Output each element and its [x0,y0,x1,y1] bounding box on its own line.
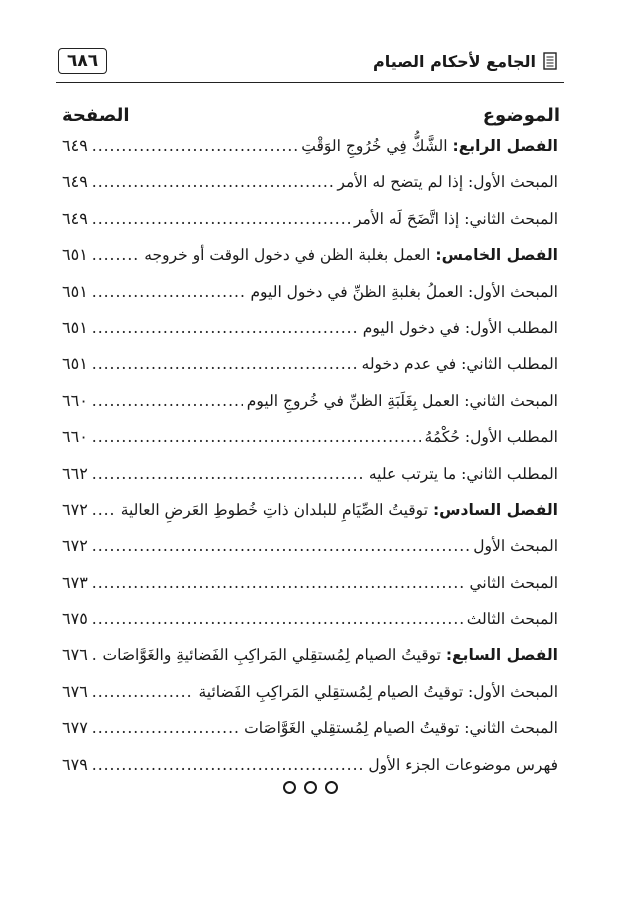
ornament-circle [325,781,338,794]
toc-page-number: ٦٦٠ [62,427,88,447]
toc-entry-text: المبحث الأول: العملُ بغلبةِ الظنِّ في دخول اليوم [250,282,558,301]
toc-entry-text: المبحث الأول [473,537,558,556]
toc-page-number: ٦٧٢ [62,499,88,519]
dot-leader [92,283,247,301]
toc-entry-text: المبحث الثاني: إذا اتَّضَحَ لَه الأمر [353,209,558,228]
toc-page-number: ٦٥١ [62,245,88,265]
dot-leader [92,465,365,483]
toc-entry [62,718,558,754]
toc-page-number: ٦٥١ [62,354,88,374]
toc-page-number: ٦٤٩ [62,208,88,228]
toc-entry-title [425,428,558,446]
toc-entry-text: المبحث الثاني [469,573,558,592]
toc-entry-text: المبحث الثالث [466,610,558,629]
chapter-label: الفصل الرابع: [452,137,558,155]
running-title [373,52,558,71]
toc-entry [62,136,558,172]
dot-leader [92,683,195,701]
toc-entry [62,282,558,318]
toc-entry-text: الشَّكُّ فِي خُرُوجِ الوَقْتِ [301,137,453,155]
toc-entry-title [144,246,558,264]
toc-page-number: ٦٦٢ [62,463,88,483]
dot-leader [92,756,365,774]
toc-entry [62,645,558,681]
toc-entry [62,573,558,609]
toc-page-number: ٦٧٢ [62,536,88,556]
chapter-label: الفصل السابع: [445,646,558,665]
toc-entry-title [362,355,558,373]
toc-entry-title [198,683,558,701]
toc-entry-title [250,283,558,301]
toc-entry [62,427,558,463]
page-column-header: الصفحة [62,104,130,126]
toc-page-number: ٦٧٥ [62,609,88,629]
toc-entry-title [244,719,558,737]
toc-page-number: ٦٥١ [62,281,88,301]
book-icon [542,52,558,70]
toc-page-number: ٦٤٩ [62,172,88,192]
toc-entry-text: المطلب الثاني: ما يترتب عليه [368,464,558,483]
toc-page-number: ٦٧٣ [62,572,88,592]
toc-entry-title [473,537,558,555]
toc-page-number: ٦٦٠ [62,390,88,410]
toc-entry-text: المبحث الأول: توقيتُ الصيام لِمُستقِلي المَراكِبِ الفَضائية [198,682,558,701]
toc-entry-title [301,137,558,155]
toc-page-number: ٦٥١ [62,317,88,337]
toc-entry [62,354,558,390]
toc-entry-title [369,465,558,483]
ornament-circle [283,781,296,794]
column-headers [62,100,560,130]
toc-entry-title [337,173,558,191]
toc-entry-title [121,501,558,519]
toc-entry [62,172,558,208]
toc-entry-text: المبحث الأول: إذا لم يتضح له الأمر [337,173,558,192]
toc-entry-text: توقيتُ الصيام لِمُستقِلي المَراكِبِ الفَضائيةِ والغَوَّاصَات [102,646,446,665]
dot-leader [92,173,334,191]
toc-entry-text: المطلب الأول: في دخول اليوم [362,318,558,337]
dot-leader [92,428,421,446]
toc-page-number: ٦٤٩ [62,136,88,155]
book-title: الجامع لأحكام الصيام [372,51,536,71]
toc-entry [62,536,558,572]
toc-entry-text: المطلب الأول: حُكْمُهُ [424,428,558,447]
toc-page-number: ٦٧٦ [62,681,88,701]
chapter-label: الفصل السادس: [432,500,558,519]
topic-column-header: الموضوع [482,104,560,126]
toc-entry-text: فهرس موضوعات الجزء الأول [368,755,558,774]
end-ornament [0,781,620,794]
dot-leader [92,319,359,337]
toc-entry-title [467,610,558,628]
dot-leader [92,392,243,410]
toc-entry-text: المطلب الثاني: في عدم دخوله [361,355,558,374]
dot-leader [92,610,463,628]
dot-leader [92,210,350,228]
toc-entry-title [103,646,558,664]
dot-leader [92,137,297,155]
toc-entry-title [354,210,558,228]
dot-leader [92,719,240,737]
toc-entry-title [363,319,558,337]
toc-entry [62,500,558,536]
toc-entry [62,318,558,354]
toc-entry [62,682,558,718]
toc-page-number: ٦٧٩ [62,754,88,774]
toc-entry [62,391,558,427]
toc-entry [62,209,558,245]
toc-page-number: ٦٧٦ [62,645,88,665]
page-number: ٦٨٦ [58,48,107,74]
ornament-circle [304,781,317,794]
toc-page-number: ٦٧٧ [62,718,88,738]
page-header [56,40,564,83]
dot-leader [92,246,140,264]
toc-entry-text: المبحث الثاني: توقيتُ الصيام لِمُستقِلي الغَوَّاصَات [244,719,558,738]
toc-entry-title [470,574,558,592]
dot-leader [92,646,99,664]
toc-entry-text: العمل بغلبة الظن في دخول الوقت أو خروجه [144,246,436,265]
chapter-label: الفصل الخامس: [435,246,558,265]
toc-entry-text: المبحث الثاني: العمل بِغَلَبَةِ الظنِّ في خُروجِ اليوم [246,391,558,410]
dot-leader [92,574,466,592]
dot-leader [92,501,117,519]
table-of-contents [62,136,558,791]
toc-entry-title [368,756,558,774]
dot-leader [92,355,358,373]
dot-leader [92,537,470,555]
toc-entry [62,609,558,645]
toc-entry [62,245,558,281]
toc-entry-title [247,392,558,410]
toc-entry [62,464,558,500]
toc-entry-text: توقيتُ الصِّيَامِ للبلدان ذاتِ خُطوطِ العَرضِ العالية [120,500,433,519]
